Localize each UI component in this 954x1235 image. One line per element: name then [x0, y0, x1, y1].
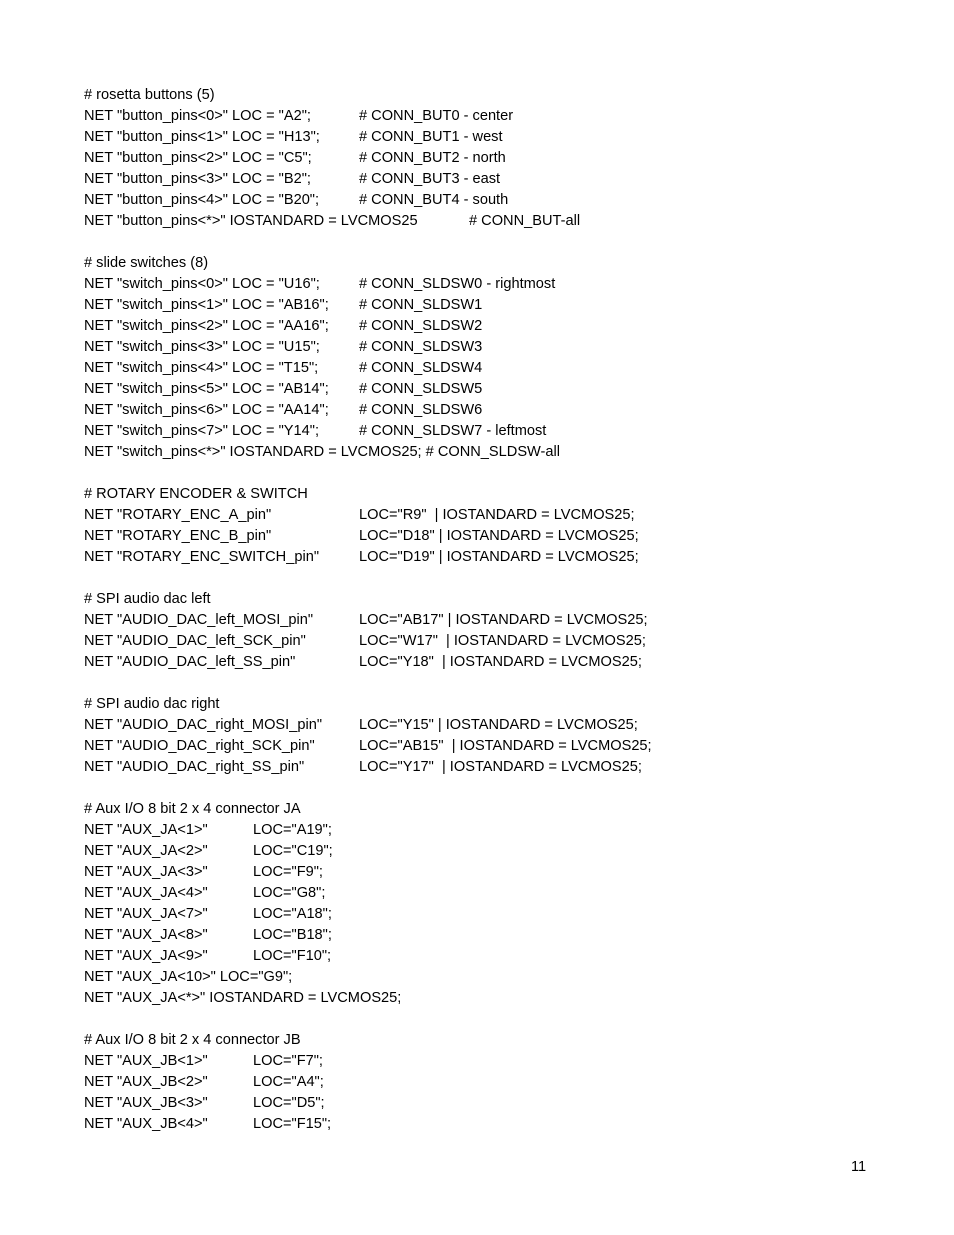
constraint-line: [84, 379, 884, 400]
net-attributes: # CONN_BUT2 - north: [359, 150, 506, 166]
blank-line: [84, 673, 884, 694]
net-attributes: LOC="F10";: [253, 948, 332, 964]
net-declaration: NET "ROTARY_ENC_B_pin": [84, 528, 272, 544]
page-number: 11: [851, 1159, 867, 1175]
net-declaration: NET "switch_pins<2>" LOC = "AA16";: [84, 318, 329, 334]
net-declaration: NET "AUX_JB<3>": [84, 1095, 208, 1111]
net-declaration: NET "switch_pins<3>" LOC = "U15";: [84, 339, 320, 355]
net-attributes: LOC="A4";: [253, 1074, 324, 1090]
net-declaration: NET "AUX_JB<2>": [84, 1074, 208, 1090]
net-declaration: NET "switch_pins<6>" LOC = "AA14";: [84, 402, 329, 418]
section-comment: # ROTARY ENCODER & SWITCH: [84, 486, 308, 502]
net-declaration: NET "switch_pins<1>" LOC = "AB16";: [84, 297, 329, 313]
blank-line: [84, 1009, 884, 1030]
net-declaration: NET "button_pins<0>" LOC = "A2";: [84, 108, 311, 124]
net-declaration: NET "AUDIO_DAC_left_SS_pin": [84, 654, 296, 670]
net-declaration: NET "button_pins<2>" LOC = "C5";: [84, 150, 312, 166]
net-attributes: # CONN_SLDSW1: [359, 297, 483, 313]
net-declaration: NET "AUX_JB<4>": [84, 1116, 208, 1132]
net-attributes: # CONN_SLDSW6: [359, 402, 483, 418]
net-attributes: LOC="A18";: [253, 906, 332, 922]
blank-line: [84, 778, 884, 799]
constraint-line: [84, 211, 884, 232]
net-attributes: LOC="A19";: [253, 822, 332, 838]
constraint-line: [84, 1093, 884, 1114]
net-attributes: # CONN_SLDSW2: [359, 318, 483, 334]
net-declaration: NET "switch_pins<4>" LOC = "T15";: [84, 360, 319, 376]
net-attributes: LOC="W17" | IOSTANDARD = LVCMOS25;: [359, 633, 646, 649]
constraint-line: [84, 274, 884, 295]
blank-line: [84, 463, 884, 484]
constraint-line: [84, 1114, 884, 1135]
net-declaration: NET "switch_pins<0>" LOC = "U16";: [84, 276, 320, 292]
constraint-line: [84, 988, 884, 1009]
constraint-line: [84, 190, 884, 211]
net-attributes: # CONN_SLDSW0 - rightmost: [359, 276, 556, 292]
constraint-line: [84, 925, 884, 946]
net-declaration: NET "AUX_JA<4>": [84, 885, 208, 901]
constraint-line: [84, 715, 884, 736]
constraints-text: [84, 85, 884, 1135]
constraint-line: [84, 337, 884, 358]
net-declaration: NET "switch_pins<7>" LOC = "Y14";: [84, 423, 320, 439]
net-declaration: NET "button_pins<3>" LOC = "B2";: [84, 171, 311, 187]
net-attributes: # CONN_SLDSW5: [359, 381, 483, 397]
net-declaration: NET "AUX_JA<7>": [84, 906, 208, 922]
net-declaration: NET "switch_pins<*>" IOSTANDARD = LVCMOS25; # CONN_SLDSW-all: [84, 444, 561, 460]
net-attributes: LOC="AB15" | IOSTANDARD = LVCMOS25;: [359, 738, 652, 754]
net-attributes: LOC="D18" | IOSTANDARD = LVCMOS25;: [359, 528, 639, 544]
net-attributes: LOC="Y18" | IOSTANDARD = LVCMOS25;: [359, 654, 642, 670]
constraint-line: [84, 547, 884, 568]
net-declaration: NET "AUX_JA<9>": [84, 948, 208, 964]
constraint-line: [84, 631, 884, 652]
constraint-line: [84, 736, 884, 757]
section-comment: # SPI audio dac left: [84, 591, 211, 607]
constraint-line: [84, 841, 884, 862]
net-attributes: LOC="B18";: [253, 927, 332, 943]
constraint-line: [84, 610, 884, 631]
constraint-line: [84, 1051, 884, 1072]
net-attributes: # CONN_SLDSW4: [359, 360, 483, 376]
constraint-line: [84, 967, 884, 988]
net-attributes: LOC="R9" | IOSTANDARD = LVCMOS25;: [359, 507, 635, 523]
net-declaration: NET "AUDIO_DAC_right_SS_pin": [84, 759, 305, 775]
constraint-line: [84, 421, 884, 442]
net-attributes: LOC="Y17" | IOSTANDARD = LVCMOS25;: [359, 759, 642, 775]
net-attributes: # CONN_BUT0 - center: [359, 108, 514, 124]
net-attributes: # CONN_SLDSW7 - leftmost: [359, 423, 547, 439]
net-declaration: NET "AUX_JA<3>": [84, 864, 208, 880]
section-comment: # slide switches (8): [84, 255, 209, 271]
constraint-line: [84, 442, 884, 463]
net-declaration: NET "button_pins<4>" LOC = "B20";: [84, 192, 320, 208]
net-declaration: NET "AUDIO_DAC_right_SCK_pin": [84, 738, 315, 754]
net-declaration: NET "ROTARY_ENC_SWITCH_pin": [84, 549, 319, 565]
constraint-line: [84, 316, 884, 337]
section-comment: # Aux I/O 8 bit 2 x 4 connector JA: [84, 801, 301, 817]
net-declaration: NET "AUX_JA<1>": [84, 822, 208, 838]
constraint-line: [84, 358, 884, 379]
constraint-line: [84, 127, 884, 148]
constraint-line: [84, 1072, 884, 1093]
net-attributes: # CONN_BUT1 - west: [359, 129, 503, 145]
net-attributes: LOC="Y15" | IOSTANDARD = LVCMOS25;: [359, 717, 638, 733]
net-declaration: NET "AUDIO_DAC_left_SCK_pin": [84, 633, 306, 649]
constraint-line: [84, 505, 884, 526]
constraint-line: [84, 904, 884, 925]
net-declaration: NET "AUX_JA<8>": [84, 927, 208, 943]
constraint-line: [84, 757, 884, 778]
net-attributes: # CONN_BUT4 - south: [359, 192, 509, 208]
net-declaration: NET "AUX_JA<*>" IOSTANDARD = LVCMOS25;: [84, 990, 402, 1006]
net-attributes: LOC="F7";: [253, 1053, 323, 1069]
net-attributes: LOC="F15";: [253, 1116, 332, 1132]
constraint-line: [84, 148, 884, 169]
blank-line: [84, 568, 884, 589]
net-declaration: NET "AUX_JA<10>" LOC="G9";: [84, 969, 293, 985]
section-comment: # Aux I/O 8 bit 2 x 4 connector JB: [84, 1032, 301, 1048]
section-comment: # rosetta buttons (5): [84, 87, 215, 103]
constraint-line: [84, 652, 884, 673]
constraint-line: [84, 400, 884, 421]
constraint-line: [84, 862, 884, 883]
net-attributes: # CONN_BUT-all: [469, 213, 581, 229]
net-attributes: LOC="D5";: [253, 1095, 325, 1111]
constraint-line: [84, 526, 884, 547]
net-attributes: # CONN_SLDSW3: [359, 339, 483, 355]
section-comment: # SPI audio dac right: [84, 696, 220, 712]
net-declaration: NET "AUX_JB<1>": [84, 1053, 208, 1069]
net-attributes: LOC="D19" | IOSTANDARD = LVCMOS25;: [359, 549, 639, 565]
constraint-line: [84, 946, 884, 967]
constraint-line: [84, 820, 884, 841]
net-attributes: # CONN_BUT3 - east: [359, 171, 501, 187]
net-declaration: NET "AUX_JA<2>": [84, 843, 208, 859]
constraint-line: [84, 295, 884, 316]
constraint-line: [84, 169, 884, 190]
blank-line: [84, 232, 884, 253]
net-declaration: NET "AUDIO_DAC_right_MOSI_pin": [84, 717, 322, 733]
net-attributes: LOC="G8";: [253, 885, 326, 901]
constraint-line: [84, 106, 884, 127]
net-declaration: NET "button_pins<1>" LOC = "H13";: [84, 129, 320, 145]
net-declaration: NET "ROTARY_ENC_A_pin": [84, 507, 272, 523]
constraint-line: [84, 883, 884, 904]
net-attributes: LOC="AB17" | IOSTANDARD = LVCMOS25;: [359, 612, 648, 628]
net-attributes: LOC="F9";: [253, 864, 323, 880]
net-attributes: LOC="C19";: [253, 843, 333, 859]
net-declaration: NET "switch_pins<5>" LOC = "AB14";: [84, 381, 329, 397]
net-declaration: NET "AUDIO_DAC_left_MOSI_pin": [84, 612, 314, 628]
net-declaration: NET "button_pins<*>" IOSTANDARD = LVCMOS25: [84, 213, 418, 229]
